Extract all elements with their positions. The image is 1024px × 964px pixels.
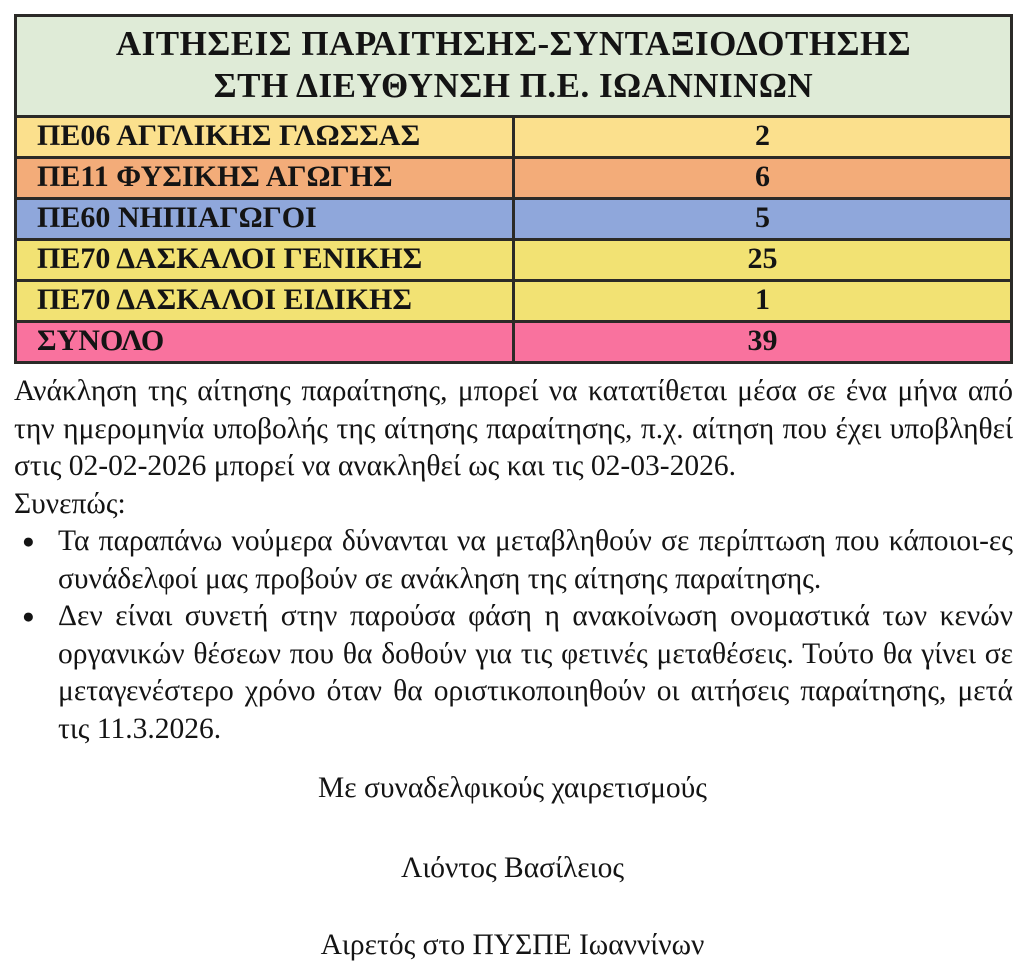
row-label-cell: ΠΕ70 ΔΑΣΚΑΛΟΙ ΓΕΝΙΚΗΣ xyxy=(16,240,514,281)
row-value-cell: 1 xyxy=(514,281,1012,322)
row-label-cell: ΠΕ70 ΔΑΣΚΑΛΟΙ ΕΙΔΙΚΗΣ xyxy=(16,281,514,322)
row-value-cell: 6 xyxy=(514,158,1012,199)
table-title-line2: ΣΤΗ ΔΙΕΥΘΥΝΣΗ Π.Ε. ΙΩΑΝΝΙΝΩΝ xyxy=(213,66,814,105)
retirement-applications-table xyxy=(14,14,1013,364)
signatory-name: Λιόντος Βασίλειος xyxy=(400,852,625,884)
body-text xyxy=(14,373,1013,748)
bullet-text: Τα παραπάνω νούμερα δύνανται να μεταβληθούν σε περίπτωση που κάποιοι-ες συνάδελφοί μας προβούν σε ανάκληση της αίτησης παραίτησης. xyxy=(58,525,1013,595)
bullet-icon: ● xyxy=(22,604,35,628)
row-label-cell: ΠΕ11 ΦΥΣΙΚΗΣ ΑΓΩΓΗΣ xyxy=(16,158,514,199)
bullet-icon: ● xyxy=(22,529,35,553)
bullet-text: Δεν είναι συνετή στην παρούσα φάση η ανακοίνωση ονομαστικά των κενών οργανικών θέσεων που θα δοθούν για τις φετινές μεταθέσεις. Τούτο θα γίνει σε μεταγενέστερο χρόνο όταν θα οριστικοποιηθούν οι αιτήσεις παραίτησης, μετά τις 11.3.2026. xyxy=(58,600,1013,745)
table-row xyxy=(16,199,1012,240)
table-row xyxy=(16,240,1012,281)
row-value-cell: 25 xyxy=(514,240,1012,281)
row-value-cell: 39 xyxy=(514,322,1012,363)
row-value-cell: 2 xyxy=(514,117,1012,158)
signatory-role: Αιρετός στο ΠΥΣΠΕ Ιωαννίνων xyxy=(320,929,705,961)
table-row-total xyxy=(16,322,1012,363)
recall-paragraph: Ανάκληση της αίτησης παραίτησης, μπορεί να κατατίθεται μέσα σε ένα μήνα από την ημερομηνία υποβολής της αίτησης παραίτησης, π.χ. αίτηση που έχει υποβληθεί στις 02-02-2026 μπορεί να ανακληθεί ως και τις 02-03-2026. xyxy=(14,375,1013,482)
closing-line: Με συναδελφικούς χαιρετισμούς xyxy=(318,772,707,804)
table-row xyxy=(16,281,1012,322)
table-row xyxy=(16,158,1012,199)
table-title-cell xyxy=(16,16,1012,117)
table-row xyxy=(16,117,1012,158)
bullet-item xyxy=(14,523,1013,598)
row-label-cell: ΣΥΝΟΛΟ xyxy=(16,322,514,363)
table-title-line1: ΑΙΤΗΣΕΙΣ ΠΑΡΑΙΤΗΣΗΣ-ΣΥΝΤΑΞΙΟΔΟΤΗΣΗΣ xyxy=(115,24,912,63)
signature-block xyxy=(14,770,1011,964)
row-value-cell: 5 xyxy=(514,199,1012,240)
bullet-item xyxy=(14,598,1013,748)
consequently-label: Συνεπώς: xyxy=(14,487,126,520)
row-label-cell: ΠΕ06 ΑΓΓΛΙΚΗΣ ΓΛΩΣΣΑΣ xyxy=(16,117,514,158)
table-title-row xyxy=(16,16,1012,117)
row-label-cell: ΠΕ60 ΝΗΠΙΑΓΩΓΟΙ xyxy=(16,199,514,240)
